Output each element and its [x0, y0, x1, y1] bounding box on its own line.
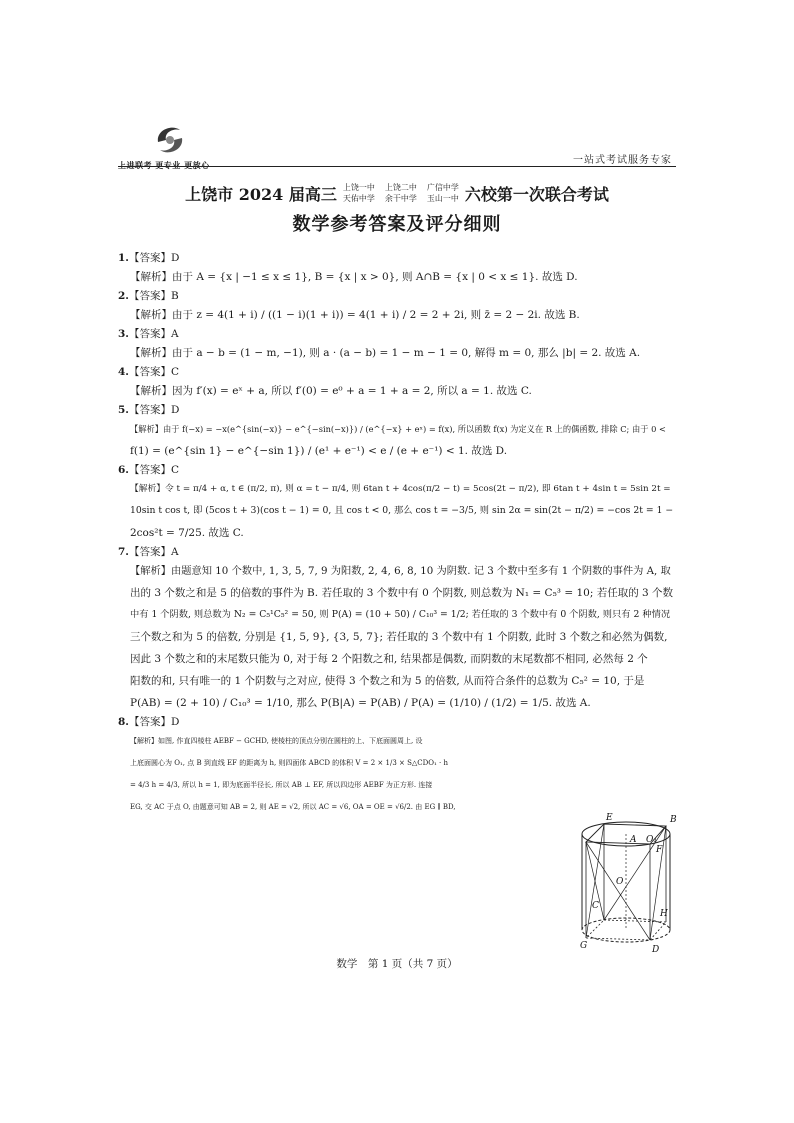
school-name: 广信中学	[426, 183, 459, 192]
explanation	[118, 380, 678, 402]
answer-value: D	[170, 716, 180, 728]
figure-point-label: F	[656, 845, 663, 855]
cylinder-figure	[576, 812, 680, 954]
explanation-text: 中有 1 个阴数, 则总数为 N₂ = C₅¹C₅² = 50, 则 P(A) = (10 + 50) / C₁₀³ = 1/2; 若任取的 3 个数中有 0 个阴数, 则只有 2 种情况	[130, 609, 671, 620]
explanation-tag: 【解析】	[130, 484, 165, 494]
answer-value: D	[170, 404, 180, 416]
question-number: 4.	[118, 366, 129, 378]
explanation-text: P(AB) = (2 + 10) / C₁₀³ = 1/10, 那么 P(B|A) = P(AB) / P(A) = (1/10) / (1/2) = 1/5. 故选 A.	[130, 697, 591, 709]
document-subtitle: 数学参考答案及评分细则	[292, 214, 502, 235]
explanation-line	[130, 500, 678, 522]
explanation-line	[130, 266, 678, 288]
explanation-line	[130, 440, 678, 462]
explanation-line	[130, 478, 678, 500]
explanation-text: 由于 A = {x | −1 ≤ x ≤ 1}, B = {x | x > 0}, 则 A∩B = {x | 0 < x ≤ 1}. 故选 D.	[172, 271, 578, 283]
explanation-tag: 【解析】	[130, 565, 172, 577]
answer-line	[118, 714, 678, 730]
figure-point-label: H	[660, 909, 668, 919]
question-number: 7.	[118, 546, 129, 558]
answer-line	[118, 250, 678, 266]
explanation-line	[130, 774, 678, 796]
school-name: 上饶一中	[342, 183, 375, 192]
explanation	[118, 560, 678, 714]
explanation-text: 阳数的和, 只有唯一的 1 个阴数与之对应, 使得 3 个数之和为 5 的倍数, 从而符合条件的总数为 C₅² = 10, 于是	[130, 675, 645, 687]
school-name: 上饶二中	[384, 183, 417, 192]
publisher-logo	[118, 120, 228, 170]
title-prefix: 上饶市 2024 届高三	[185, 184, 337, 204]
explanation	[118, 478, 678, 544]
explanation-text: 令 t = π/4 + α, t ∈ (π/2, π), 则 α = t − π/4, 则 6tan t + 4cos(π/2 − t) = 5cos(2t − π/2), 即 6tan t + 4sin t = 5sin 2t =	[165, 484, 671, 494]
explanation-text: 三个数之和为 5 的倍数, 分别是 {1, 5, 9}, {3, 5, 7}; 若任取的 3 个数中有 1 个阴数, 此时 3 个数之和必然为偶数,	[130, 631, 668, 643]
question-block	[118, 462, 678, 544]
explanation-text: 由于 z = 4(1 + i) / ((1 − i)(1 + i)) = 4(1 + i) / 2 = 2 + 2i, 则 z̄ = 2 − 2i. 故选 B.	[172, 309, 580, 321]
question-block	[118, 714, 678, 818]
explanation-tag: 【解析】	[130, 385, 172, 397]
logo-text: 上进联考 更专业 更放心	[118, 161, 210, 170]
exam-title	[118, 176, 676, 210]
figure-point-label: C	[592, 901, 599, 911]
figure-point-label: G	[580, 941, 588, 951]
answer-value: A	[170, 328, 179, 340]
question-block	[118, 364, 678, 402]
explanation	[118, 304, 678, 326]
explanation-text: EG, 交 AC 于点 O, 由题意可知 AB = 2, 则 AE = √2, 所以 AC = √6, OA = OE = √6/2. 由 EG ∥ BD,	[130, 803, 456, 811]
question-block	[118, 250, 678, 288]
explanation-text: 因为 f′(x) = eˣ + a, 所以 f′(0) = e⁰ + a = 1 + a = 2, 所以 a = 1. 故选 C.	[172, 385, 532, 397]
explanation-text: 由题意知 10 个数中, 1, 3, 5, 7, 9 为阳数, 2, 4, 6, 8, 10 为阴数. 记 3 个数中至多有 1 个阴数的事件为 A, 取	[171, 565, 671, 577]
explanation-line	[130, 304, 678, 326]
answers-section	[118, 250, 678, 818]
answer-tag: 【答案】	[128, 464, 171, 476]
school-name: 余干中学	[384, 194, 417, 203]
figure-point-label: B	[670, 815, 677, 825]
explanation-text: 10sin t cos t, 即 (5cos t + 3)(cos t − 1) = 0, 且 cos t < 0, 那么 cos t = −3/5, 则 sin 2α = sin(2t − π/2) = −cos 2t = 1 −	[130, 505, 674, 516]
answer-line	[118, 462, 678, 478]
question-number: 1.	[118, 252, 129, 264]
question-number: 3.	[118, 328, 129, 340]
question-number: 8.	[118, 716, 129, 728]
answer-line	[118, 288, 678, 304]
answer-value: B	[170, 290, 179, 302]
page-footer: 数学 第 1 页（共 7 页）	[336, 958, 458, 970]
explanation-line	[130, 522, 678, 544]
explanation-text: 由于 f(−x) = −x(e^{sin(−x)} − e^{−sin(−x)}) / (e^{−x} + eˣ) = f(x), 所以函数 f(x) 为定义在 R 上的偶函数, 排除 C; 由于 0 <	[163, 424, 666, 434]
header-divider	[118, 166, 676, 167]
answer-line	[118, 544, 678, 560]
explanation-line	[130, 752, 678, 774]
explanation-line	[130, 380, 678, 402]
answer-line	[118, 364, 678, 380]
header-tagline: 一站式考试服务专家	[573, 155, 672, 166]
explanation-line	[130, 692, 678, 714]
answer-value: C	[170, 464, 180, 476]
school-name: 天佑中学	[342, 194, 375, 203]
question-block	[118, 288, 678, 326]
explanation-tag: 【解析】	[130, 309, 172, 321]
figure-point-label: A	[630, 835, 637, 845]
explanation-text: 由于 a − b = (1 − m, −1), 则 a · (a − b) = 1 − m − 1 = 0, 解得 m = 0, 那么 |b| = 2. 故选 A.	[172, 347, 641, 359]
question-number: 5.	[118, 404, 129, 416]
answer-line	[118, 402, 678, 418]
answer-tag: 【答案】	[128, 252, 171, 264]
explanation-text: 因此 3 个数之和的末尾数只能为 0, 对于每 2 个阳数之和, 结果都是偶数, 而阴数的末尾数都不相同, 必然每 2 个	[130, 653, 648, 665]
explanation	[118, 418, 678, 462]
explanation-text: 2cos²t = 7/25. 故选 C.	[130, 527, 244, 539]
figure-point-label: O	[616, 877, 624, 887]
answer-tag: 【答案】	[128, 546, 171, 558]
answer-tag: 【答案】	[128, 404, 171, 416]
question-block	[118, 326, 678, 364]
answer-value: A	[170, 546, 179, 558]
explanation-tag: 【解析】	[130, 424, 163, 434]
answer-value: D	[170, 252, 180, 264]
explanation-line	[130, 342, 678, 364]
explanation	[118, 730, 678, 818]
answer-tag: 【答案】	[128, 290, 171, 302]
explanation	[118, 342, 678, 364]
question-block	[118, 402, 678, 462]
explanation-line	[130, 582, 678, 604]
explanation-text: 出的 3 个数之和是 5 的倍数的事件为 B. 若任取的 3 个数中有 0 个阴数, 则总数为 N₁ = C₅³ = 10; 若任取的 3 个数	[130, 587, 674, 599]
answer-tag: 【答案】	[128, 716, 171, 728]
logo-swirl-icon	[150, 120, 190, 160]
explanation-line	[130, 418, 678, 440]
school-name: 玉山一中	[426, 194, 459, 203]
explanation-text: f(1) = (e^{sin 1} − e^{−sin 1}) / (e¹ + e⁻¹) < e / (e + e⁻¹) < 1. 故选 D.	[130, 445, 508, 457]
explanation-line	[130, 670, 678, 692]
question-number: 6.	[118, 464, 129, 476]
figure-point-label: D	[652, 945, 660, 954]
explanation-tag: 【解析】	[130, 271, 172, 283]
explanation-text: 如图, 作直四棱柱 AEBF − GCHD, 使棱柱的顶点分别在圆柱的上、下底面圆周上, 设	[158, 737, 423, 745]
answer-tag: 【答案】	[128, 328, 171, 340]
title-suffix: 六校第一次联合考试	[464, 184, 609, 204]
question-block	[118, 544, 678, 714]
answer-line	[118, 326, 678, 342]
figure-point-label: E	[606, 813, 613, 823]
figure-point-label: O₁	[646, 835, 657, 845]
explanation-text: = 4/3 h = 4/3, 所以 h = 1, 即为底面半径长, 所以 AB ⊥ EF, 所以四边形 AEBF 为正方形. 连接	[130, 781, 433, 789]
explanation-text: 上底面圆心为 O₁, 点 B 到直线 EF 的距离为 h, 则四面体 ABCD 的体积 V = 2 × 1/3 × S△CDO₁ · h	[130, 759, 448, 767]
explanation	[118, 266, 678, 288]
question-number: 2.	[118, 290, 129, 302]
explanation-line	[130, 626, 678, 648]
explanation-tag: 【解析】	[130, 347, 172, 359]
explanation-tag: 【解析】	[130, 737, 158, 745]
explanation-line	[130, 560, 678, 582]
explanation-line	[130, 604, 678, 626]
answer-tag: 【答案】	[128, 366, 171, 378]
explanation-line	[130, 648, 678, 670]
answer-value: C	[170, 366, 180, 378]
explanation-line	[130, 730, 678, 752]
school-list	[343, 182, 459, 204]
